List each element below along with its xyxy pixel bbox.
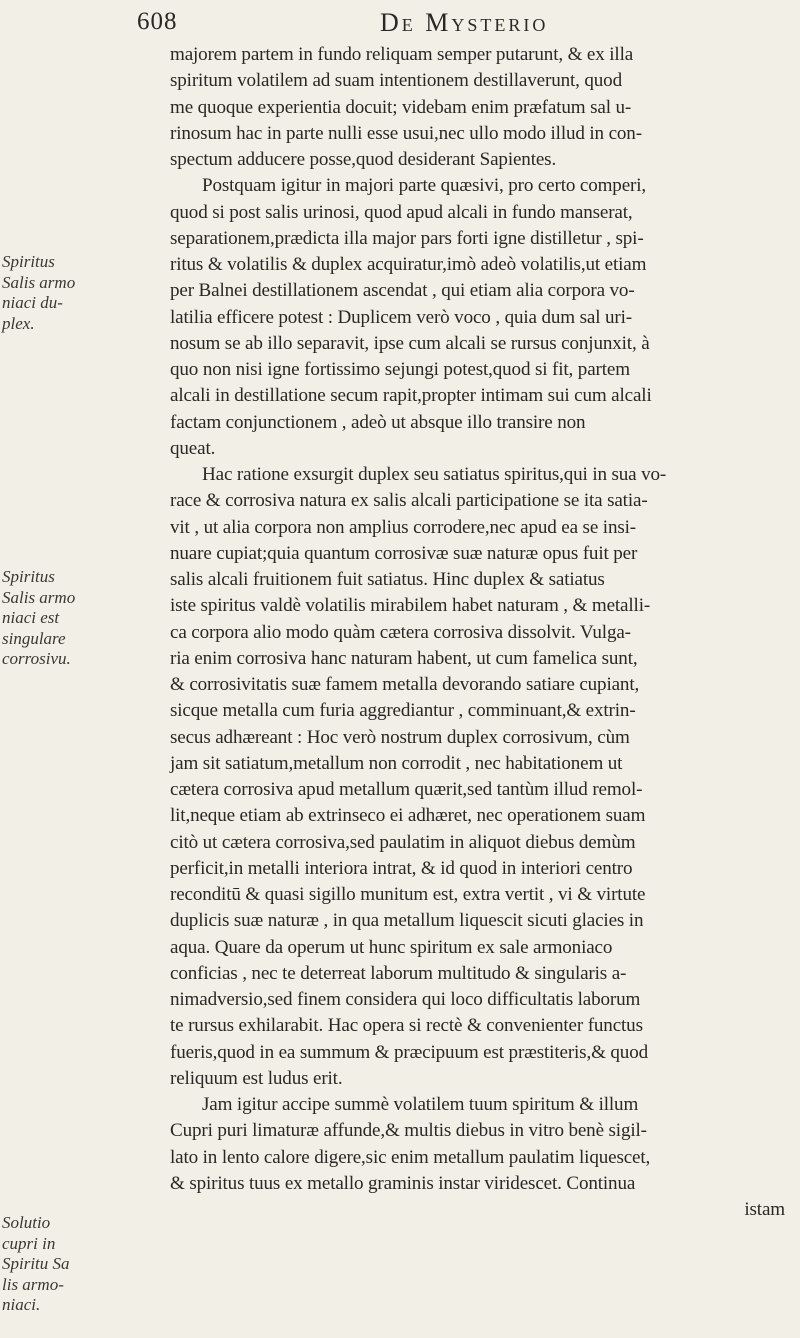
margin-note-line: Spiritus	[2, 252, 55, 271]
text-line: spectum adducere posse,quod desiderant Sapientes.	[170, 149, 557, 170]
text-line: separationem,prædicta illa major pars forti igne distilletur , spi-	[170, 227, 644, 249]
text-line: Cupri puri limaturæ affunde,& multis diebus in vitro benè sigil-	[170, 1120, 647, 1142]
text-line: race & corrosiva natura ex salis alcali participatione se ita satia-	[170, 490, 648, 512]
text-line: factam conjunctionem , adeò ut absque illo transire non	[170, 411, 586, 433]
text-line: nimadversio,sed finem considera qui loco difficultatis laborum	[170, 989, 641, 1010]
text-line: reconditū & quasi sigillo munitum est, extra vertit , vi & virtute	[170, 884, 646, 905]
catchword: istam	[744, 1199, 785, 1220]
margin-note-line: lis armo-	[2, 1274, 64, 1294]
margin-note-line: cupri in	[2, 1233, 56, 1253]
text-line: lit,neque etiam ab extrinseco ei adhæret, nec operationem suam	[170, 805, 646, 827]
text-line: cætera corrosiva apud metallum quærit,sed tantùm illud remol-	[170, 779, 643, 800]
margin-note-spiritus-duplex	[2, 252, 164, 334]
paragraph-start-line: Hac ratione exsurgit duplex seu satiatus spiritus,qui in sua vo-	[202, 464, 667, 485]
text-line: & spiritus tuus ex metallo graminis instar viridescet. Continua	[170, 1172, 636, 1194]
margin-note-solutio-cupri	[2, 1213, 164, 1316]
body-text	[170, 42, 795, 1223]
margin-note-line: Salis armo	[2, 272, 76, 292]
text-line: aqua. Quare da operum ut hunc spiritum ex sale armoniaco	[170, 936, 613, 958]
margin-note-line: niaci est	[2, 608, 60, 627]
text-line: citò ut cætera corrosiva,sed paulatim in aliquot diebus demùm	[170, 831, 636, 853]
margin-note-line: Salis armo	[2, 587, 76, 607]
text-line: nuare cupiat;quia quantum corrosivæ suæ naturæ opus fuit per	[170, 542, 638, 564]
margin-note-line: singulare	[2, 628, 66, 648]
page-header	[0, 8, 800, 38]
paragraph-start-line: Postquam igitur in majori parte quæsivi, pro certo comperi,	[202, 175, 647, 197]
text-line: conficias , nec te deterreat laborum multitudo & singularis a-	[170, 962, 627, 984]
text-line: duplicis suæ naturæ , in qua metallum liquescit sicuti glacies in	[170, 910, 644, 932]
page-number: 608	[137, 8, 178, 35]
text-line: te rursus exhilarabit. Hac opera si rectè & convenienter functus	[170, 1015, 643, 1037]
text-line: spiritum volatilem ad suam intentionem destillaverunt, quod	[170, 70, 622, 92]
text-line: sicque metalla cum furia aggrediantur , comminuant,& extrin-	[170, 700, 636, 722]
margin-note-spiritus-corrosivum	[2, 567, 164, 670]
text-line: latilia efficere potest : Duplicem verò voco , quia dum sal uri-	[170, 306, 632, 328]
text-line: reliquum est ludus erit.	[170, 1067, 343, 1089]
text-line: salis alcali fruitionem fuit satiatus. Hinc duplex & satiatus	[170, 569, 605, 590]
text-line: ritus & volatilis & duplex acquiratur,imò adeò volatilis,ut etiam	[170, 254, 647, 275]
text-line: lato in lento calore digere,sic enim metallum paulatim liquescet,	[170, 1146, 651, 1168]
text-line: secus adhæreant : Hoc verò nostrum duplex corrosivum, cùm	[170, 726, 630, 748]
text-line: alcali in destillatione secum rapit,propter intimam sui cum alcali	[170, 385, 652, 407]
text-line: perficit,in metalli interiora intrat, & id quod in interiori centro	[170, 857, 633, 879]
margin-note-line: Spiritu Sa	[2, 1254, 70, 1273]
margin-note-line: niaci.	[2, 1295, 41, 1314]
margin-note-line: plex.	[2, 313, 35, 333]
text-line: jam sit satiatum,metallum non corrodit , nec habitationem ut	[170, 752, 623, 774]
text-line: per Balnei destillationem ascendat , qui etiam alia corpora vo-	[170, 280, 635, 302]
margin-note-line: niaci du-	[2, 293, 63, 312]
margin-note-line: Solutio	[2, 1213, 51, 1232]
paragraph-start-line: Jam igitur accipe summè volatilem tuum spiritum & illum	[202, 1094, 639, 1115]
text-line: & corrosivitatis suæ famem metalla devorando satiare cupiant,	[170, 674, 640, 695]
text-line: nosum se ab illo separavit, ipse cum alcali se rursus conjunxit, à	[170, 332, 650, 354]
text-line: majorem partem in fundo reliquam semper putarunt, & ex illa	[170, 44, 634, 65]
text-line: fueris,quod in ea summum & præcipuum est præstiteris,& quod	[170, 1041, 648, 1063]
text-line: rinosum hac in parte nulli esse usui,nec ullo modo illud in con-	[170, 122, 642, 144]
text-line: vit , ut alia corpora non amplius corrodere,nec apud ea se insi-	[170, 516, 636, 538]
text-line: me quoque experientia docuit; videbam enim præfatum sal u-	[170, 96, 632, 118]
text-line: quo non nisi igne fortissimo sejungi potest,quod si fit, partem	[170, 359, 630, 380]
text-line: ca corpora alio modo quàm cætera corrosiva dissolvit. Vulga-	[170, 621, 631, 643]
text-line: ria enim corrosiva hanc naturam habent, ut cum famelica sunt,	[170, 647, 638, 669]
text-line: queat.	[170, 437, 216, 459]
running-head: De Mysterio	[380, 8, 549, 37]
margin-note-line: corrosivu.	[2, 649, 71, 668]
margin-note-line: Spiritus	[2, 567, 55, 586]
text-line: iste spiritus valdè volatilis mirabilem habet naturam , & metalli-	[170, 595, 651, 617]
text-line: quod si post salis urinosi, quod apud alcali in fundo manserat,	[170, 201, 633, 223]
